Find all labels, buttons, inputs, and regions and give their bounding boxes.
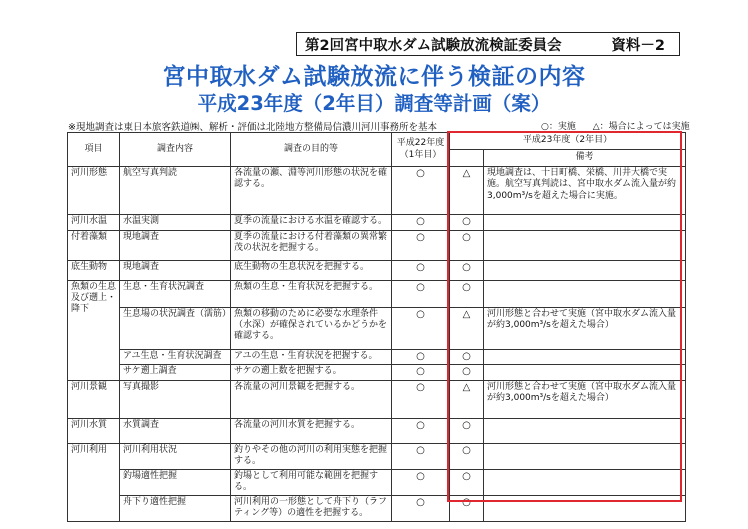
- committee-header-box: [296, 32, 680, 56]
- row-survey: 生息場の状況調査（濡筋）: [120, 307, 231, 349]
- row-h23-mark: △: [450, 167, 484, 215]
- row-remarks: [484, 443, 686, 469]
- table-row: [68, 443, 686, 469]
- header-survey: 調査内容: [120, 133, 231, 167]
- row-survey: 舟下り適性把握: [120, 495, 231, 521]
- survey-note: ※現地調査は東日本旅客鉄道㈱、解析・評価は北陸地方整備局信濃川河川事務所を基本: [68, 122, 437, 133]
- table-row: [68, 469, 686, 495]
- row-h23-mark: ○: [450, 349, 484, 365]
- table-row: [68, 418, 686, 443]
- row-h23-mark: ○: [450, 215, 484, 231]
- row-remarks: [484, 469, 686, 495]
- row-remarks: [484, 418, 686, 443]
- row-h23-mark: ○: [450, 365, 484, 381]
- row-purpose: 各流量の河川景観を把握する。: [231, 380, 392, 418]
- header-h22: 平成22年度 （1年目）: [392, 133, 450, 167]
- table-row: [68, 380, 686, 418]
- row-survey: アユ生息・生育状況調査: [120, 349, 231, 365]
- row-h23-mark: ○: [450, 495, 484, 521]
- table-row: [68, 307, 686, 349]
- row-purpose: 釣りやその他の河川の利用実態を把握する。: [231, 443, 392, 469]
- header-purpose: 調査の目的等: [231, 133, 392, 167]
- survey-plan-table: [67, 132, 686, 522]
- row-purpose: 夏季の流量における水温を確認する。: [231, 215, 392, 231]
- row-purpose: 魚類の生息・生育状況を把握する。: [231, 280, 392, 307]
- row-survey: 釣場適性把握: [120, 469, 231, 495]
- row-h22-mark: ○: [392, 215, 450, 231]
- row-item: 河川利用: [68, 443, 120, 521]
- row-purpose: 底生動物の生息状況を把握する。: [231, 260, 392, 280]
- row-h22-mark: ○: [392, 167, 450, 215]
- row-h23-mark: ○: [450, 260, 484, 280]
- row-h23-mark: ○: [450, 443, 484, 469]
- page-title: 宮中取水ダム試験放流に伴う検証の内容: [162, 64, 586, 90]
- table-row: [68, 349, 686, 365]
- row-survey: 生息・生育状況調査: [120, 280, 231, 307]
- row-survey: 航空写真判読: [120, 167, 231, 215]
- row-h23-mark: △: [450, 307, 484, 349]
- row-purpose: 各流量の瀬、淵等河川形態の状況を確認する。: [231, 167, 392, 215]
- row-h22-mark: ○: [392, 495, 450, 521]
- row-remarks: 河川形態と合わせて実施（宮中取水ダム流入量が約3,000m³/sを超えた場合）: [484, 380, 686, 418]
- row-h22-mark: ○: [392, 443, 450, 469]
- row-item: 河川水温: [68, 215, 120, 231]
- row-item: 河川形態: [68, 167, 120, 215]
- row-h22-mark: ○: [392, 280, 450, 307]
- row-item: 河川水質: [68, 418, 120, 443]
- legend-conditional: △：場合によっては実施: [592, 122, 690, 132]
- row-h23-mark: ○: [450, 469, 484, 495]
- document-number: 資料－2: [611, 37, 665, 54]
- row-h22-mark: ○: [392, 365, 450, 381]
- row-h23-mark: ○: [450, 418, 484, 443]
- row-h22-mark: ○: [392, 418, 450, 443]
- row-h23-mark: △: [450, 380, 484, 418]
- row-item: 河川景観: [68, 380, 120, 418]
- header-remarks: 備考: [484, 150, 686, 167]
- row-item: 付着藻類: [68, 230, 120, 260]
- table-row: [68, 260, 686, 280]
- row-remarks: [484, 365, 686, 381]
- row-survey: 水質調査: [120, 418, 231, 443]
- table-row: [68, 365, 686, 381]
- row-survey: 水温実測: [120, 215, 231, 231]
- row-remarks: [484, 230, 686, 260]
- row-h22-mark: ○: [392, 469, 450, 495]
- row-purpose: 河川利用の一形態として舟下り（ラフティング等）の適性を把握する。: [231, 495, 392, 521]
- row-h22-mark: ○: [392, 349, 450, 365]
- legend-implement: ○：実施: [541, 122, 576, 132]
- row-purpose: アユの生息・生育状況を把握する。: [231, 349, 392, 365]
- page-subtitle: 平成23年度（2年目）調査等計画（案）: [197, 92, 551, 115]
- row-item: 底生動物: [68, 260, 120, 280]
- row-survey: 現地調査: [120, 260, 231, 280]
- committee-name: 第2回宮中取水ダム試験放流検証委員会: [305, 37, 562, 54]
- row-item: 魚類の生息及び遡上・降下: [68, 280, 120, 380]
- header-item: 項目: [68, 133, 120, 167]
- row-survey: 河川利用状況: [120, 443, 231, 469]
- row-purpose: 釣場として利用可能な範囲を把握する。: [231, 469, 392, 495]
- legend: [541, 119, 704, 132]
- row-remarks: [484, 280, 686, 307]
- row-remarks: [484, 495, 686, 521]
- table-row: [68, 230, 686, 260]
- table-row: [68, 280, 686, 307]
- row-remarks: 現地調査は、十日町橋、栄橋、川井大橋で実施。航空写真判読は、宮中取水ダム流入量が約3,000m³/sを超えた場合に実施。: [484, 167, 686, 215]
- row-h23-mark: ○: [450, 280, 484, 307]
- row-remarks: [484, 260, 686, 280]
- row-h23-mark: ○: [450, 230, 484, 260]
- row-survey: 現地調査: [120, 230, 231, 260]
- header-h23-mark: [450, 150, 484, 167]
- row-h22-mark: ○: [392, 380, 450, 418]
- table-row: [68, 215, 686, 231]
- row-purpose: サケの遡上数を把握する。: [231, 365, 392, 381]
- row-purpose: 夏季の流量における付着藻類の異常繁茂の状況を把握する。: [231, 230, 392, 260]
- row-h22-mark: ○: [392, 307, 450, 349]
- row-remarks: 河川形態と合わせて実施（宮中取水ダム流入量が約3,000m³/sを超えた場合）: [484, 307, 686, 349]
- table-row: [68, 495, 686, 521]
- header-h23: 平成23年度（2年目）: [450, 133, 686, 150]
- row-h22-mark: ○: [392, 260, 450, 280]
- row-remarks: [484, 215, 686, 231]
- table-row: [68, 167, 686, 215]
- row-remarks: [484, 349, 686, 365]
- row-survey: サケ遡上調査: [120, 365, 231, 381]
- row-h22-mark: ○: [392, 230, 450, 260]
- row-survey: 写真撮影: [120, 380, 231, 418]
- row-purpose: 魚類の移動のために必要な水理条件（水深）が確保されているかどうかを確認する。: [231, 307, 392, 349]
- row-purpose: 各流量の河川水質を把握する。: [231, 418, 392, 443]
